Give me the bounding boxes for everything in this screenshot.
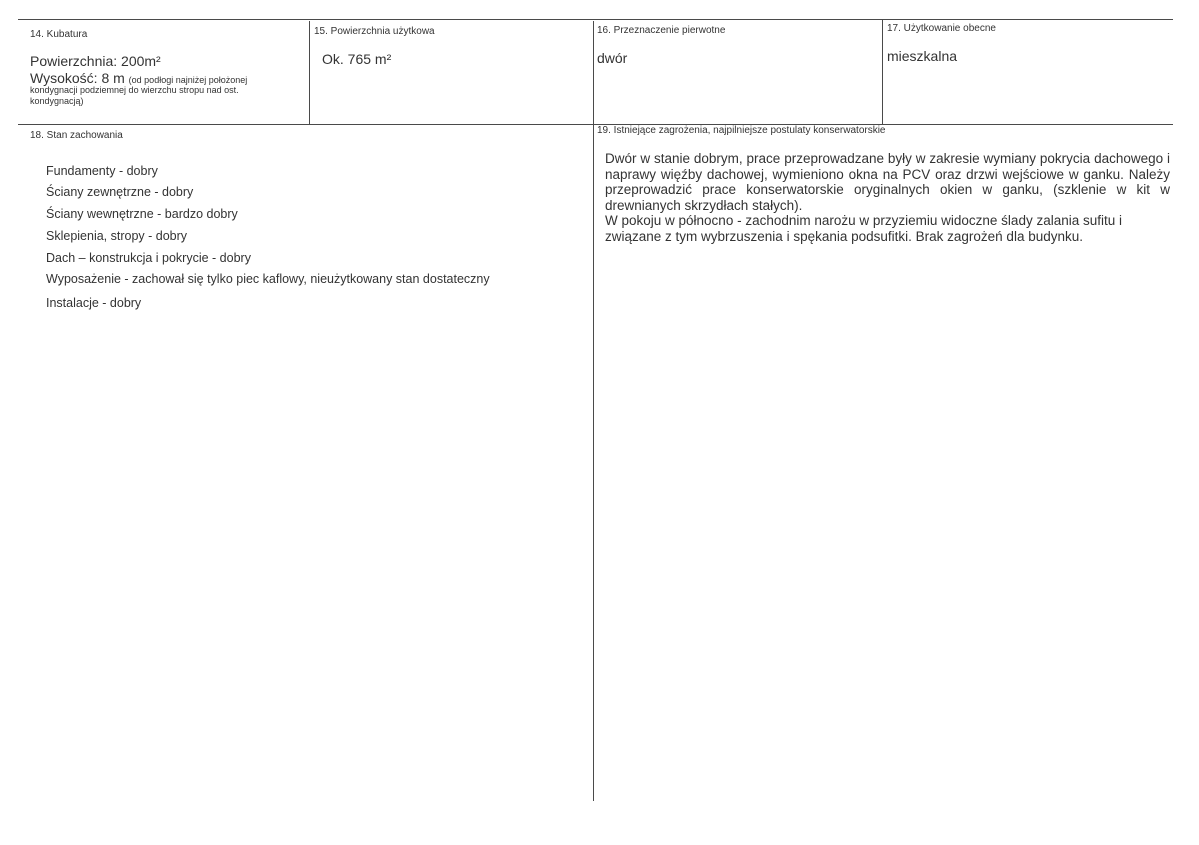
threats-paragraph-2: W pokoju w północno - zachodnim narożu w przyziemiu widoczne ślady zalania sufitu i związane z tym wybrzuszenia i spękania podsufitki. Brak zagrożeń dla budynku. <box>605 213 1122 244</box>
height-note-continued <box>30 85 239 107</box>
col-divider-3 <box>882 20 883 125</box>
height-label: Wysokość: 8 m <box>30 70 125 86</box>
field-label-uzytkowanie: 17. Użytkowanie obecne <box>887 23 996 34</box>
col-divider-1 <box>309 21 310 125</box>
surface-value: Powierzchnia: 200m² <box>30 53 161 69</box>
threats-paragraph-1: Dwór w stanie dobrym, prace przeprowadzane były w zakresie wymiany pokrycia dachowego i naprawy więźby dachowej, wymieniono okna na PCV oraz drzwi wejściowe w ganku. Należy przeprowadzić prace konserwatorskie oryginalnych okien w ganku, (szklenie w kit w drewnianych skrzydłach stałych). <box>605 151 1170 213</box>
condition-item: Dach – konstrukcja i pokrycie - dobry <box>46 251 251 265</box>
field-label-zagrozenia: 19. Istniejące zagrożenia, najpilniejsze postulaty konserwatorskie <box>597 125 886 136</box>
condition-item: Ściany wewnętrzne - bardzo dobry <box>46 207 238 221</box>
powierzchnia-value: Ok. 765 m² <box>322 51 392 67</box>
field-label-powierzchnia: 15. Powierzchnia użytkowa <box>314 26 435 37</box>
field-label-stan-zachowania: 18. Stan zachowania <box>30 130 123 141</box>
height-note-1: (od podłogi najniżej położonej <box>128 75 248 85</box>
condition-item: Ściany zewnętrzne - dobry <box>46 185 194 199</box>
condition-item: Sklepienia, stropy - dobry <box>46 229 188 243</box>
field-label-kubatura: 14. Kubatura <box>30 29 88 40</box>
height-value <box>30 70 247 86</box>
height-note-3: kondygnacją) <box>30 96 84 106</box>
row-divider <box>18 124 1173 125</box>
field-label-przeznaczenie: 16. Przeznaczenie pierwotne <box>597 25 726 36</box>
condition-item: Fundamenty - dobry <box>46 164 158 178</box>
przeznaczenie-value: dwór <box>597 50 628 66</box>
threats-description <box>605 151 1170 244</box>
top-border <box>18 19 1173 20</box>
col-divider-2 <box>593 21 594 801</box>
condition-item: Instalacje - dobry <box>46 296 142 310</box>
condition-item: Wyposażenie - zachował się tylko piec kaflowy, nieużytkowany stan dostateczny <box>46 272 490 286</box>
uzytkowanie-value: mieszkalna <box>887 48 958 64</box>
height-note-2: kondygnacji podziemnej do wierzchu stropu nad ost. <box>30 85 239 95</box>
